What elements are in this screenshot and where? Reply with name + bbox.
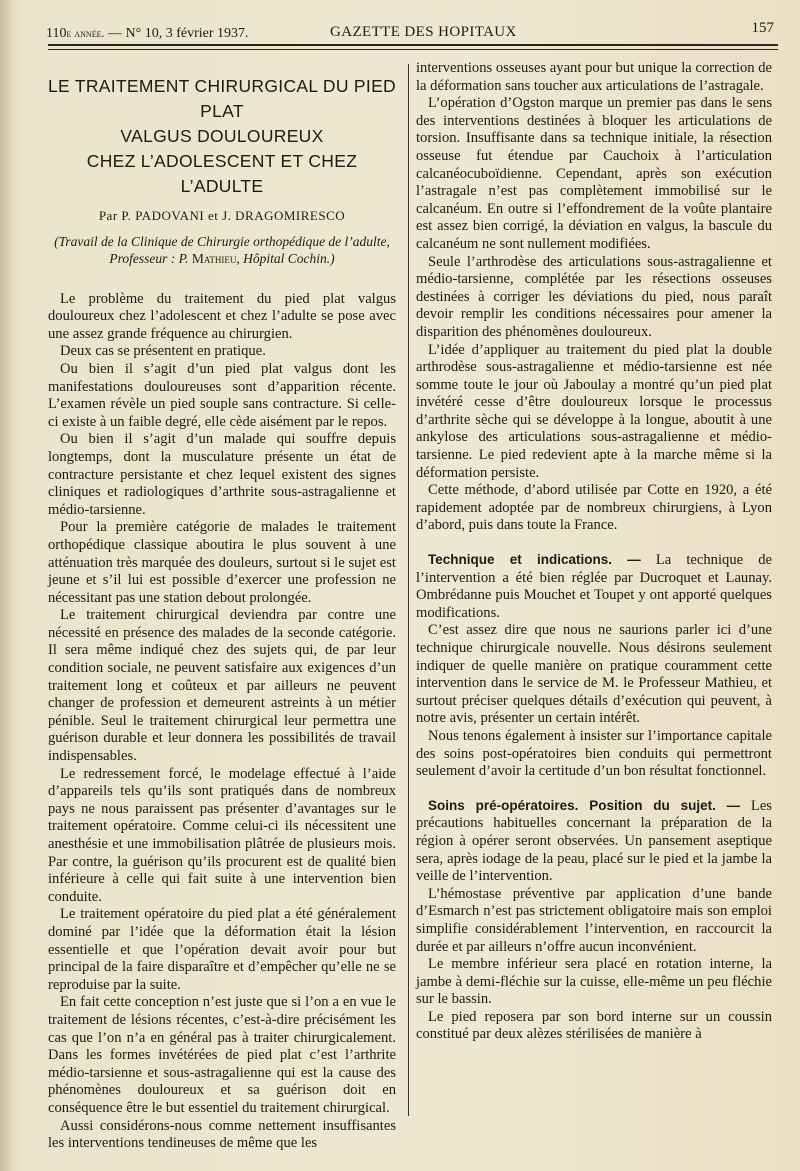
paragraph: L’hémostase préventive par application d’une bande d’Esmarch n’est pas strictement obligatoire mais son emploi simplifie considérablement l’intervention, en raccourcit la durée et par ailleurs n’offre aucun inconvénient.	[416, 885, 772, 955]
paragraph: Ou bien il s’agit d’un malade qui souffre depuis longtemps, dont la musculature présente un état de contracture persistante et chez lequel existent des signes cliniques et radiologiques d’arthrite sous-astragalienne et médio-tarsienne.	[48, 431, 396, 518]
column-divider	[408, 64, 409, 1116]
paragraph: L’idée d’appliquer au traitement du pied plat la double arthrodèse sous-astragalienne et médio-tarsienne est née somme toute le jour où Jaboulay a montré qu’un pied plat invétéré cesse d’être douloureux lorsque le processus d’arthrite sèche qui se développe à la longue, aboutit à une ankylose des articulations sous-astragalienne et médio-tarsienne. Le pied redevient apte à la marche même si la déformation persiste.	[416, 341, 772, 481]
year-number: 110	[46, 26, 67, 41]
issue-number-date: — N° 10, 3 février 1937.	[104, 26, 249, 41]
article-affiliation	[48, 233, 396, 267]
affiliation-line: (Travail de la Clinique de Chirurgie orthopédique de l’adulte,	[54, 233, 390, 249]
section-heading: Soins pré-opératoires. Position du sujet. —	[428, 797, 741, 813]
byline-prefix: Par P.	[98, 208, 132, 223]
paragraph: Le redressement forcé, le modelage effectué à l’aide d’appareils tels qu’ils sont pratiqués dans de nombreux pays ne nous paraissent pas présenter d’avantages sur le traitement opératoire. Comme celui-ci ils nécessitent une anesthésie et une immobilisation plâtrée de plusieurs mois. Par contre, la guérison qu’ils procurent est de qualité bien inférieure à celle qui fait suite à une intervention bien conduite.	[48, 765, 396, 905]
page-number: 157	[751, 20, 774, 36]
paragraph: Le membre inférieur sera placé en rotation interne, la jambe à demi-fléchie sur la cuisse, elle-même un peu fléchie sur le bassin.	[416, 956, 772, 1008]
paragraph: Deux cas se présentent en pratique.	[60, 343, 266, 360]
paragraph: interventions osseuses ayant pour but unique la correction de la déformation sans toucher aux articulations de l’astragale.	[416, 60, 772, 94]
section-first-paragraph	[416, 797, 772, 886]
article-title	[48, 74, 396, 199]
header-rule-thick	[48, 44, 778, 46]
paragraph: Le traitement chirurgical deviendra par contre une nécessité en présence des malades de la seconde catégorie. Il sera même indiqué chez des sujets qui, de par leur condition sociale, ne peuvent satisfaire aux exigences d’un traitement long et coûteux et par ailleurs ne peuvent changer de profession et demeurent astreints à un métier pénible. Seul le traitement chirurgical leur permettra une guérison durable et leur donnera les possibilités de travail indispensables.	[48, 607, 396, 765]
section-first-text: La technique de l’intervention a été bien réglée par Ducroquet et Launay. Ombrédanne puis Mouchet et Toupet y ont apporté quelques modifications.	[416, 552, 772, 621]
running-header	[46, 18, 780, 44]
byline-authors: PADOVANI et J. DRAGOMIRESCO	[135, 208, 346, 223]
year-suffix: e année.	[66, 26, 105, 40]
page-edge-shadow	[0, 0, 10, 1171]
section-heading: Technique et indications. —	[428, 552, 641, 568]
header-rule-thin	[48, 49, 778, 50]
paragraph: En fait cette conception n’est juste que si l’on a en vue le traitement de lésions récentes, c’est-à-dire précisément les cas que l’on n’a en général pas à traiter chirurgicalement. Dans les formes invétérées de pied plat c’est l’arthrite médio-tarsienne et sous-astragalienne qui est la cause des phénomènes douloureux et sa guérison doit en conséquence être le but essentiel du traitement chirurgical.	[48, 994, 396, 1116]
affiliation-suffix: , Hôpital Cochin.)	[236, 250, 335, 266]
article-byline	[48, 207, 396, 225]
paragraph: Le pied reposera par son bord interne sur un coussin constitué par deux alèzes stérilisées de manière à	[416, 1008, 772, 1043]
paragraph: Seule l’arthrodèse des articulations sous-astragalienne et médio-tarsienne, complétée par les résections osseuses destinées à corriger les déviations du pied, nous paraît devoir remplir les conditions nécessaires pour amener la disparition des phénomènes douloureux.	[416, 253, 772, 340]
paragraph: Cette méthode, d’abord utilisée par Cotte en 1920, a été rapidement adoptée par de nombreux chirurgiens, à Lyon d’abord, puis dans toute la France.	[416, 482, 772, 534]
title-line: LE TRAITEMENT CHIRURGICAL DU PIED PLAT	[48, 76, 396, 121]
right-column	[416, 60, 772, 1044]
section-soins	[416, 797, 772, 1044]
paragraph: Le traitement opératoire du pied plat a été généralement dominé par l’idée que la déformation était la lésion essentielle et que l’opération devait avoir pour but principal de la faire disparaître et d’empêcher qu’elle ne se reproduise par la suite.	[48, 906, 396, 993]
paragraph: Aussi considérons-nous comme nettement insuffisantes les interventions tendineuses de même que les	[48, 1117, 396, 1152]
paragraph: Le problème du traitement du pied plat valgus douloureux chez l’adolescent et chez l’adulte se pose avec une assez grande fréquence au chirurgien.	[48, 290, 396, 342]
affiliation-line	[48, 250, 396, 267]
section-first-paragraph	[416, 551, 772, 622]
title-line: VALGUS DOULOUREUX	[120, 126, 324, 146]
paragraph: L’opération d’Ogston marque un premier pas dans le sens des interventions destinées à bloquer les articulations de torsion. Insuffisante dans sa technique initiale, la résection osseuse fut étendue par Cauchoix à l’articulation calcanéocuboïdienne. Cependant, après son exécution l’astragale n’est pas complètement immobilisé sur le calcanéum. En outre si l’effondrement de la voûte plantaire est assez bien corrigé, la déviation en valgus, la bascule du calcanéum ne sont nullement modifiées.	[416, 95, 772, 252]
issue-info	[46, 26, 249, 42]
affiliation-professor: Mathieu	[191, 250, 237, 266]
journal-name: GAZETTE DES HOPITAUX	[330, 24, 517, 40]
section-first-text: Les précautions habituelles concernant la préparation de la région à opérer seront observées. Un pansement aseptique sera, après iodage de la peau, placé sur le pied et la jambe la veille de l’intervention.	[416, 797, 772, 885]
section-technique	[416, 551, 772, 781]
paragraph: C’est assez dire que nous ne saurions parler ici d’une technique chirurgicale nouvelle. Nous désirons seulement indiquer de quelle manière on pratique couramment cette intervention dans le service de M. le Professeur Mathieu, et surtout préciser quelques détails d’exécution qui peuvent, à notre avis, présenter un certain intérêt.	[416, 622, 772, 727]
left-column	[48, 60, 396, 1153]
title-line: CHEZ L’ADOLESCENT ET CHEZ L’ADULTE	[86, 151, 358, 196]
paragraph: Pour la première catégorie de malades le traitement orthopédique classique aboutira le plus souvent à une atténuation très marquée des douleurs, surtout si le sujet est jeune et s’il lui est possible d’exercer une profession ne nécessitant pas une station debout prolongée.	[48, 519, 396, 606]
affiliation-prefix: Professeur : P.	[109, 250, 189, 266]
paragraph: Ou bien il s’agit d’un pied plat valgus dont les manifestations douloureuses sont d’apparition récente. L’examen révèle un pied souple sans contracture. Si celle-ci existe à un faible degré, elle cède aisément par le repos.	[48, 360, 396, 430]
paragraph: Nous tenons également à insister sur l’importance capitale des soins post-opératoires bien conduits qui permettront seulement d’avoir la certitude d’un bon résultat fonctionnel.	[416, 727, 772, 780]
